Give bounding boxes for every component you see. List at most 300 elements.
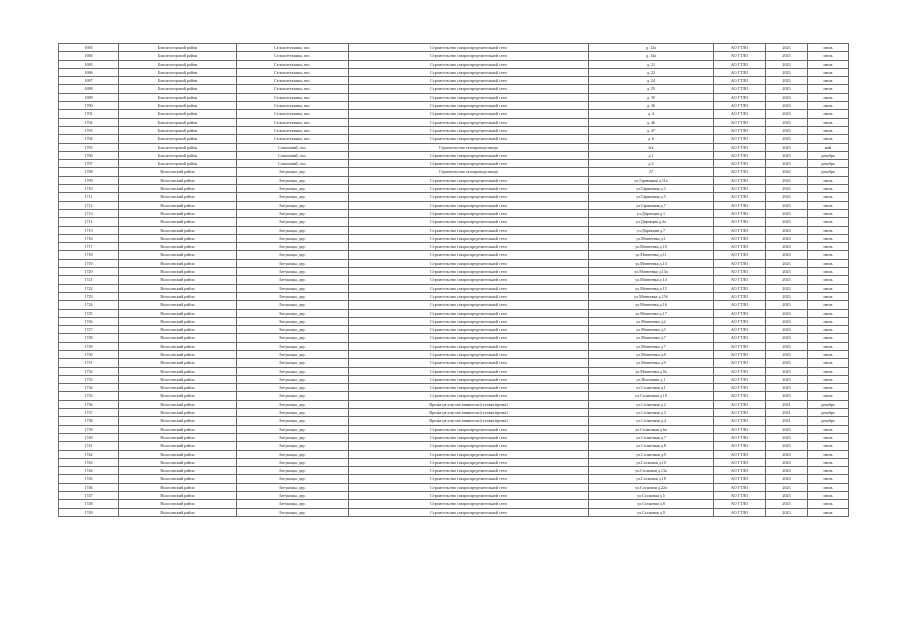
- table-row: [59, 392, 849, 400]
- contractor-cell: АО ГТЛО: [714, 226, 766, 234]
- year-cell: 2023: [766, 508, 808, 516]
- row-number-cell: 1737: [59, 409, 119, 417]
- address-cell: д. 22: [589, 68, 714, 76]
- month-cell: июль: [808, 492, 849, 500]
- address-cell: ул.Матвеевка д.9а: [589, 367, 714, 375]
- month-cell: июль: [808, 375, 849, 383]
- contractor-cell: АО ГТЛО: [714, 284, 766, 292]
- settlement-cell: Бегуницы, дер.: [237, 450, 349, 458]
- address-cell: ул.Солнечная д.8: [589, 442, 714, 450]
- district-cell: Бокситогорский район: [119, 143, 237, 151]
- district-cell: Волосовский район: [119, 467, 237, 475]
- row-number-cell: 1719: [59, 259, 119, 267]
- month-cell: июль: [808, 251, 849, 259]
- year-cell: 2023: [766, 392, 808, 400]
- table-row: [59, 342, 849, 350]
- address-cell: ул.Матвеевка д.10: [589, 243, 714, 251]
- month-cell: июль: [808, 467, 849, 475]
- settlement-cell: Бегуницы, дер.: [237, 392, 349, 400]
- month-cell: июль: [808, 276, 849, 284]
- address-cell: ул.Матвеевка д.8: [589, 350, 714, 358]
- year-cell: 2023: [766, 226, 808, 234]
- work-type-cell: Строительство газораспределительной сети: [349, 292, 589, 300]
- settlement-cell: Бегуницы, дер.: [237, 251, 349, 259]
- row-number-cell: 1727: [59, 326, 119, 334]
- district-cell: Волосовский район: [119, 193, 237, 201]
- settlement-cell: Бегуницы, дер.: [237, 193, 349, 201]
- settlement-cell: Бегуницы, дер.: [237, 243, 349, 251]
- address-cell: д. 4: [589, 110, 714, 118]
- month-cell: июль: [808, 301, 849, 309]
- year-cell: 2023: [766, 218, 808, 226]
- district-cell: Бокситогорский район: [119, 44, 237, 52]
- address-cell: ул.Солнечная д.1: [589, 384, 714, 392]
- row-number-cell: 1694: [59, 52, 119, 60]
- year-cell: 2023: [766, 367, 808, 375]
- work-type-cell: Строительство газораспределительной сети: [349, 176, 589, 184]
- table-row: [59, 276, 849, 284]
- address-cell: ул.Матвеевка д.9: [589, 359, 714, 367]
- row-number-cell: 1729: [59, 342, 119, 350]
- year-cell: 2023: [766, 110, 808, 118]
- month-cell: июль: [808, 433, 849, 441]
- district-cell: Волосовский район: [119, 409, 237, 417]
- contractor-cell: АО ГТЛО: [714, 44, 766, 52]
- table-row: [59, 475, 849, 483]
- table-row: [59, 85, 849, 93]
- contractor-cell: АО ГТЛО: [714, 367, 766, 375]
- month-cell: июль: [808, 359, 849, 367]
- settlement-cell: Бегуницы, дер.: [237, 350, 349, 358]
- work-type-cell: Строительство газораспределительной сети: [349, 209, 589, 217]
- table-row: [59, 309, 849, 317]
- year-cell: 2023: [766, 284, 808, 292]
- address-cell: д. 47: [589, 126, 714, 134]
- row-number-cell: 1718: [59, 251, 119, 259]
- district-cell: Волосовский район: [119, 384, 237, 392]
- settlement-cell: Сельхозтехника, пос.: [237, 93, 349, 101]
- month-cell: июль: [808, 68, 849, 76]
- settlement-cell: Бегуницы, дер.: [237, 367, 349, 375]
- district-cell: Волосовский район: [119, 442, 237, 450]
- address-cell: ул.Матвеевка д.15: [589, 284, 714, 292]
- address-cell: ул.Матвеевка д.16: [589, 301, 714, 309]
- contractor-cell: АО ГТЛО: [714, 176, 766, 184]
- settlement-cell: Бегуницы, дер.: [237, 384, 349, 392]
- row-number-cell: 1722: [59, 284, 119, 292]
- address-cell: ул.Сосновая д.13а: [589, 467, 714, 475]
- contractor-cell: АО ГТЛО: [714, 442, 766, 450]
- district-cell: Бокситогорский район: [119, 118, 237, 126]
- contractor-cell: АО ГТЛО: [714, 458, 766, 466]
- row-number-cell: 1749: [59, 508, 119, 516]
- settlement-cell: Бегуницы, дер.: [237, 259, 349, 267]
- address-cell: ул.Гарвинная д.3: [589, 185, 714, 193]
- year-cell: 2023: [766, 259, 808, 267]
- month-cell: июль: [808, 458, 849, 466]
- work-type-cell: Строительство газораспределительной сети: [349, 160, 589, 168]
- address-cell: д. 14а: [589, 52, 714, 60]
- address-cell: ул.Солнечная д.6а: [589, 425, 714, 433]
- table-row: [59, 458, 849, 466]
- month-cell: июль: [808, 508, 849, 516]
- month-cell: декабрь: [808, 151, 849, 159]
- row-number-cell: 1710: [59, 185, 119, 193]
- table-row: [59, 359, 849, 367]
- district-cell: Волосовский район: [119, 500, 237, 508]
- month-cell: июль: [808, 234, 849, 242]
- month-cell: июль: [808, 60, 849, 68]
- district-cell: Волосовский район: [119, 185, 237, 193]
- contractor-cell: АО ГТЛО: [714, 475, 766, 483]
- address-cell: ул.Матвеевка д.13а: [589, 268, 714, 276]
- row-number-cell: 1723: [59, 292, 119, 300]
- settlement-cell: Бегуницы, дер.: [237, 458, 349, 466]
- settlement-cell: Бегуницы, дер.: [237, 375, 349, 383]
- work-type-cell: Строительство газораспределительной сети: [349, 458, 589, 466]
- settlement-cell: Бегуницы, дер.: [237, 326, 349, 334]
- work-type-cell: Строительство газораспределительной сети: [349, 135, 589, 143]
- year-cell: 2023: [766, 458, 808, 466]
- district-cell: Бокситогорский район: [119, 60, 237, 68]
- month-cell: декабрь: [808, 409, 849, 417]
- work-type-cell: Строительство газораспределительной сети: [349, 268, 589, 276]
- year-cell: 2023: [766, 334, 808, 342]
- year-cell: 2023: [766, 143, 808, 151]
- year-cell: 2023: [766, 126, 808, 134]
- work-type-cell: Строительство газораспределительной сети: [349, 492, 589, 500]
- district-cell: Волосовский район: [119, 201, 237, 209]
- row-number-cell: 1695: [59, 60, 119, 68]
- month-cell: июль: [808, 500, 849, 508]
- settlement-cell: Бегуницы, дер.: [237, 226, 349, 234]
- table-row: [59, 417, 849, 425]
- work-type-cell: Строительство газораспределительной сети: [349, 102, 589, 110]
- table-row: [59, 185, 849, 193]
- month-cell: июль: [808, 317, 849, 325]
- row-number-cell: 1726: [59, 317, 119, 325]
- table-row: [59, 60, 849, 68]
- row-number-cell: 1704: [59, 135, 119, 143]
- district-cell: Волосовский район: [119, 301, 237, 309]
- district-cell: Волосовский район: [119, 243, 237, 251]
- table-row: [59, 492, 849, 500]
- row-number-cell: 1732: [59, 367, 119, 375]
- row-number-cell: 1707: [59, 160, 119, 168]
- month-cell: июль: [808, 118, 849, 126]
- contractor-cell: АО ГТЛО: [714, 243, 766, 251]
- settlement-cell: Бегуницы, дер.: [237, 409, 349, 417]
- table-row: [59, 334, 849, 342]
- contractor-cell: АО ГТЛО: [714, 326, 766, 334]
- address-cell: ул.Дирекция д.2а: [589, 218, 714, 226]
- year-cell: 2023: [766, 359, 808, 367]
- table-row: [59, 450, 849, 458]
- table-row: [59, 483, 849, 491]
- month-cell: июль: [808, 126, 849, 134]
- contractor-cell: АО ГТЛО: [714, 218, 766, 226]
- table-row: [59, 301, 849, 309]
- contractor-cell: АО ГТЛО: [714, 126, 766, 134]
- year-cell: 2023: [766, 375, 808, 383]
- contractor-cell: АО ГТЛО: [714, 492, 766, 500]
- month-cell: июль: [808, 243, 849, 251]
- month-cell: июль: [808, 209, 849, 217]
- address-cell: ул.Сосновая д.5: [589, 492, 714, 500]
- contractor-cell: АО ГТЛО: [714, 234, 766, 242]
- district-cell: Волосовский район: [119, 268, 237, 276]
- address-cell: ул.Матвеевка д.7: [589, 342, 714, 350]
- row-number-cell: 1699: [59, 93, 119, 101]
- address-cell: ул.Матвеевка д.13: [589, 259, 714, 267]
- year-cell: 2023: [766, 483, 808, 491]
- row-number-cell: 1725: [59, 309, 119, 317]
- year-cell: 2023: [766, 301, 808, 309]
- address-cell: ул.Матвеевка д.15б: [589, 292, 714, 300]
- work-type-cell: Строительство газопровода-ввода: [349, 143, 589, 151]
- table-row: [59, 433, 849, 441]
- work-type-cell: Строительство газораспределительной сети: [349, 350, 589, 358]
- month-cell: июль: [808, 350, 849, 358]
- district-cell: Волосовский район: [119, 508, 237, 516]
- row-number-cell: 1741: [59, 442, 119, 450]
- work-type-cell: Строительство газораспределительной сети: [349, 433, 589, 441]
- month-cell: июль: [808, 102, 849, 110]
- work-type-cell: Строительство газораспределительной сети: [349, 500, 589, 508]
- settlement-cell: Сельхозтехника, пос.: [237, 118, 349, 126]
- contractor-cell: АО ГТЛО: [714, 392, 766, 400]
- table-row: [59, 201, 849, 209]
- year-cell: 2023: [766, 102, 808, 110]
- year-cell: 2021: [766, 409, 808, 417]
- year-cell: 2023: [766, 292, 808, 300]
- work-type-cell: Строительство газораспределительной сети: [349, 425, 589, 433]
- contractor-cell: АО ГТЛО: [714, 85, 766, 93]
- table-row: [59, 442, 849, 450]
- address-cell: ул.Матвеевка д.11: [589, 251, 714, 259]
- month-cell: май: [808, 143, 849, 151]
- month-cell: июль: [808, 334, 849, 342]
- settlement-cell: Бегуницы, дер.: [237, 201, 349, 209]
- row-number-cell: 1702: [59, 118, 119, 126]
- row-number-cell: 1714: [59, 218, 119, 226]
- table-row: [59, 234, 849, 242]
- address-cell: ул.Матвеевка д.14: [589, 276, 714, 284]
- table-row: [59, 367, 849, 375]
- settlement-cell: Бегуницы, дер.: [237, 400, 349, 408]
- row-number-cell: 1740: [59, 433, 119, 441]
- table-row: [59, 292, 849, 300]
- table-row: [59, 126, 849, 134]
- address-cell: ул.Дирекция д.7: [589, 226, 714, 234]
- year-cell: 2023: [766, 243, 808, 251]
- contractor-cell: АО ГТЛО: [714, 193, 766, 201]
- year-cell: 2023: [766, 384, 808, 392]
- address-cell: ул.Солнечная д.10: [589, 392, 714, 400]
- month-cell: июль: [808, 176, 849, 184]
- table-row: [59, 151, 849, 159]
- district-cell: Бокситогорский район: [119, 110, 237, 118]
- year-cell: 2023: [766, 52, 808, 60]
- year-cell: 2023: [766, 93, 808, 101]
- row-number-cell: 1697: [59, 77, 119, 85]
- table-row: [59, 326, 849, 334]
- row-number-cell: 1724: [59, 301, 119, 309]
- work-type-cell: Строительство газораспределительной сети: [349, 110, 589, 118]
- table-row: [59, 77, 849, 85]
- contractor-cell: АО ГТЛО: [714, 68, 766, 76]
- year-cell: 2023: [766, 317, 808, 325]
- settlement-cell: Сельхозтехника, пос.: [237, 77, 349, 85]
- work-type-cell: Строительство газораспределительной сети: [349, 334, 589, 342]
- address-cell: ул.Сосновая д.8: [589, 500, 714, 508]
- table-row: [59, 209, 849, 217]
- row-number-cell: 1715: [59, 226, 119, 234]
- settlement-cell: Бегуницы, дер.: [237, 185, 349, 193]
- work-type-cell: Строительство газораспределительной сети: [349, 251, 589, 259]
- district-cell: Волосовский район: [119, 433, 237, 441]
- work-type-cell: Строительство газораспределительной сети: [349, 450, 589, 458]
- contractor-cell: АО ГТЛО: [714, 350, 766, 358]
- month-cell: июль: [808, 193, 849, 201]
- gasification-schedule-table: [58, 43, 849, 517]
- work-type-cell: Строительство газораспределительной сети: [349, 218, 589, 226]
- settlement-cell: Сельхозтехника, пос.: [237, 68, 349, 76]
- work-type-cell: Строительство газораспределительной сети: [349, 243, 589, 251]
- contractor-cell: АО ГТЛО: [714, 268, 766, 276]
- table-row: [59, 68, 849, 76]
- settlement-cell: Бегуницы, дер.: [237, 284, 349, 292]
- contractor-cell: АО ГТЛО: [714, 151, 766, 159]
- address-cell: д.2: [589, 160, 714, 168]
- district-cell: Бокситогорский район: [119, 126, 237, 134]
- work-type-cell: Строительство газораспределительной сети: [349, 317, 589, 325]
- work-type-cell: Строительство газораспределительной сети: [349, 483, 589, 491]
- table-row: [59, 143, 849, 151]
- address-cell: ул.Сосновая д.10: [589, 458, 714, 466]
- work-type-cell: Строительство газораспределительной сети: [349, 259, 589, 267]
- district-cell: Волосовский район: [119, 168, 237, 176]
- contractor-cell: АО ГТЛО: [714, 168, 766, 176]
- row-number-cell: 1728: [59, 334, 119, 342]
- contractor-cell: АО ГТЛО: [714, 292, 766, 300]
- month-cell: июль: [808, 392, 849, 400]
- district-cell: Волосовский район: [119, 483, 237, 491]
- contractor-cell: АО ГТЛО: [714, 400, 766, 408]
- month-cell: декабрь: [808, 400, 849, 408]
- district-cell: Волосовский район: [119, 475, 237, 483]
- month-cell: декабрь: [808, 417, 849, 425]
- contractor-cell: АО ГТЛО: [714, 483, 766, 491]
- row-number-cell: 1693: [59, 44, 119, 52]
- work-type-cell: Строительство газораспределительной сети: [349, 342, 589, 350]
- contractor-cell: АО ГТЛО: [714, 409, 766, 417]
- settlement-cell: Бегуницы, дер.: [237, 417, 349, 425]
- month-cell: июль: [808, 384, 849, 392]
- year-cell: 2023: [766, 492, 808, 500]
- contractor-cell: АО ГТЛО: [714, 467, 766, 475]
- table-row: [59, 110, 849, 118]
- district-cell: Бокситогорский район: [119, 52, 237, 60]
- contractor-cell: АО ГТЛО: [714, 110, 766, 118]
- district-cell: Волосовский район: [119, 251, 237, 259]
- settlement-cell: Бегуницы, дер.: [237, 442, 349, 450]
- year-cell: 2023: [766, 467, 808, 475]
- work-type-cell: Строительство газораспределительной сети: [349, 309, 589, 317]
- contractor-cell: АО ГТЛО: [714, 209, 766, 217]
- district-cell: Бокситогорский район: [119, 160, 237, 168]
- month-cell: июль: [808, 268, 849, 276]
- settlement-cell: Совхозный, пос.: [237, 160, 349, 168]
- table-row: [59, 226, 849, 234]
- table-row: [59, 52, 849, 60]
- contractor-cell: АО ГТЛО: [714, 417, 766, 425]
- contractor-cell: АО ГТЛО: [714, 450, 766, 458]
- settlement-cell: Бегуницы, дер.: [237, 176, 349, 184]
- settlement-cell: Совхозный, пос.: [237, 143, 349, 151]
- table-row: [59, 400, 849, 408]
- table-row: [59, 160, 849, 168]
- contractor-cell: АО ГТЛО: [714, 118, 766, 126]
- work-type-cell: Строительство газораспределительной сети: [349, 234, 589, 242]
- district-cell: Волосовский район: [119, 259, 237, 267]
- month-cell: июль: [808, 44, 849, 52]
- contractor-cell: АО ГТЛО: [714, 425, 766, 433]
- year-cell: 2023: [766, 193, 808, 201]
- year-cell: 2023: [766, 135, 808, 143]
- address-cell: д. 35: [589, 93, 714, 101]
- settlement-cell: Бегуницы, дер.: [237, 492, 349, 500]
- contractor-cell: АО ГТЛО: [714, 500, 766, 508]
- table-row: [59, 243, 849, 251]
- contractor-cell: АО ГТЛО: [714, 359, 766, 367]
- contractor-cell: АО ГТЛО: [714, 334, 766, 342]
- district-cell: Волосовский район: [119, 417, 237, 425]
- table-row: [59, 317, 849, 325]
- district-cell: Волосовский район: [119, 375, 237, 383]
- row-number-cell: 1731: [59, 359, 119, 367]
- district-cell: Бокситогорский район: [119, 102, 237, 110]
- settlement-cell: Бегуницы, дер.: [237, 276, 349, 284]
- contractor-cell: АО ГТЛО: [714, 259, 766, 267]
- month-cell: июль: [808, 52, 849, 60]
- row-number-cell: 1700: [59, 102, 119, 110]
- work-type-cell: Строительство газораспределительной сети: [349, 367, 589, 375]
- contractor-cell: АО ГТЛО: [714, 93, 766, 101]
- settlement-cell: Бегуницы, дер.: [237, 168, 349, 176]
- row-number-cell: 1696: [59, 68, 119, 76]
- address-cell: ул.Сосновая д.9: [589, 508, 714, 516]
- month-cell: июль: [808, 475, 849, 483]
- row-number-cell: 1733: [59, 375, 119, 383]
- row-number-cell: 1744: [59, 467, 119, 475]
- district-cell: Бокситогорский район: [119, 85, 237, 93]
- district-cell: Волосовский район: [119, 309, 237, 317]
- row-number-cell: 1713: [59, 209, 119, 217]
- year-cell: 2023: [766, 425, 808, 433]
- work-type-cell: Врезка на участке заявителя (гусевая врезка): [349, 409, 589, 417]
- district-cell: Волосовский район: [119, 218, 237, 226]
- month-cell: июль: [808, 185, 849, 193]
- address-cell: ул.Гарвинная д.5: [589, 193, 714, 201]
- row-number-cell: 1747: [59, 492, 119, 500]
- address-cell: ул.Дирекция д.1: [589, 209, 714, 217]
- year-cell: 2023: [766, 209, 808, 217]
- work-type-cell: Строительство газораспределительной сети: [349, 284, 589, 292]
- contractor-cell: АО ГТЛО: [714, 135, 766, 143]
- address-cell: 27: [589, 168, 714, 176]
- work-type-cell: Строительство газораспределительной сети: [349, 151, 589, 159]
